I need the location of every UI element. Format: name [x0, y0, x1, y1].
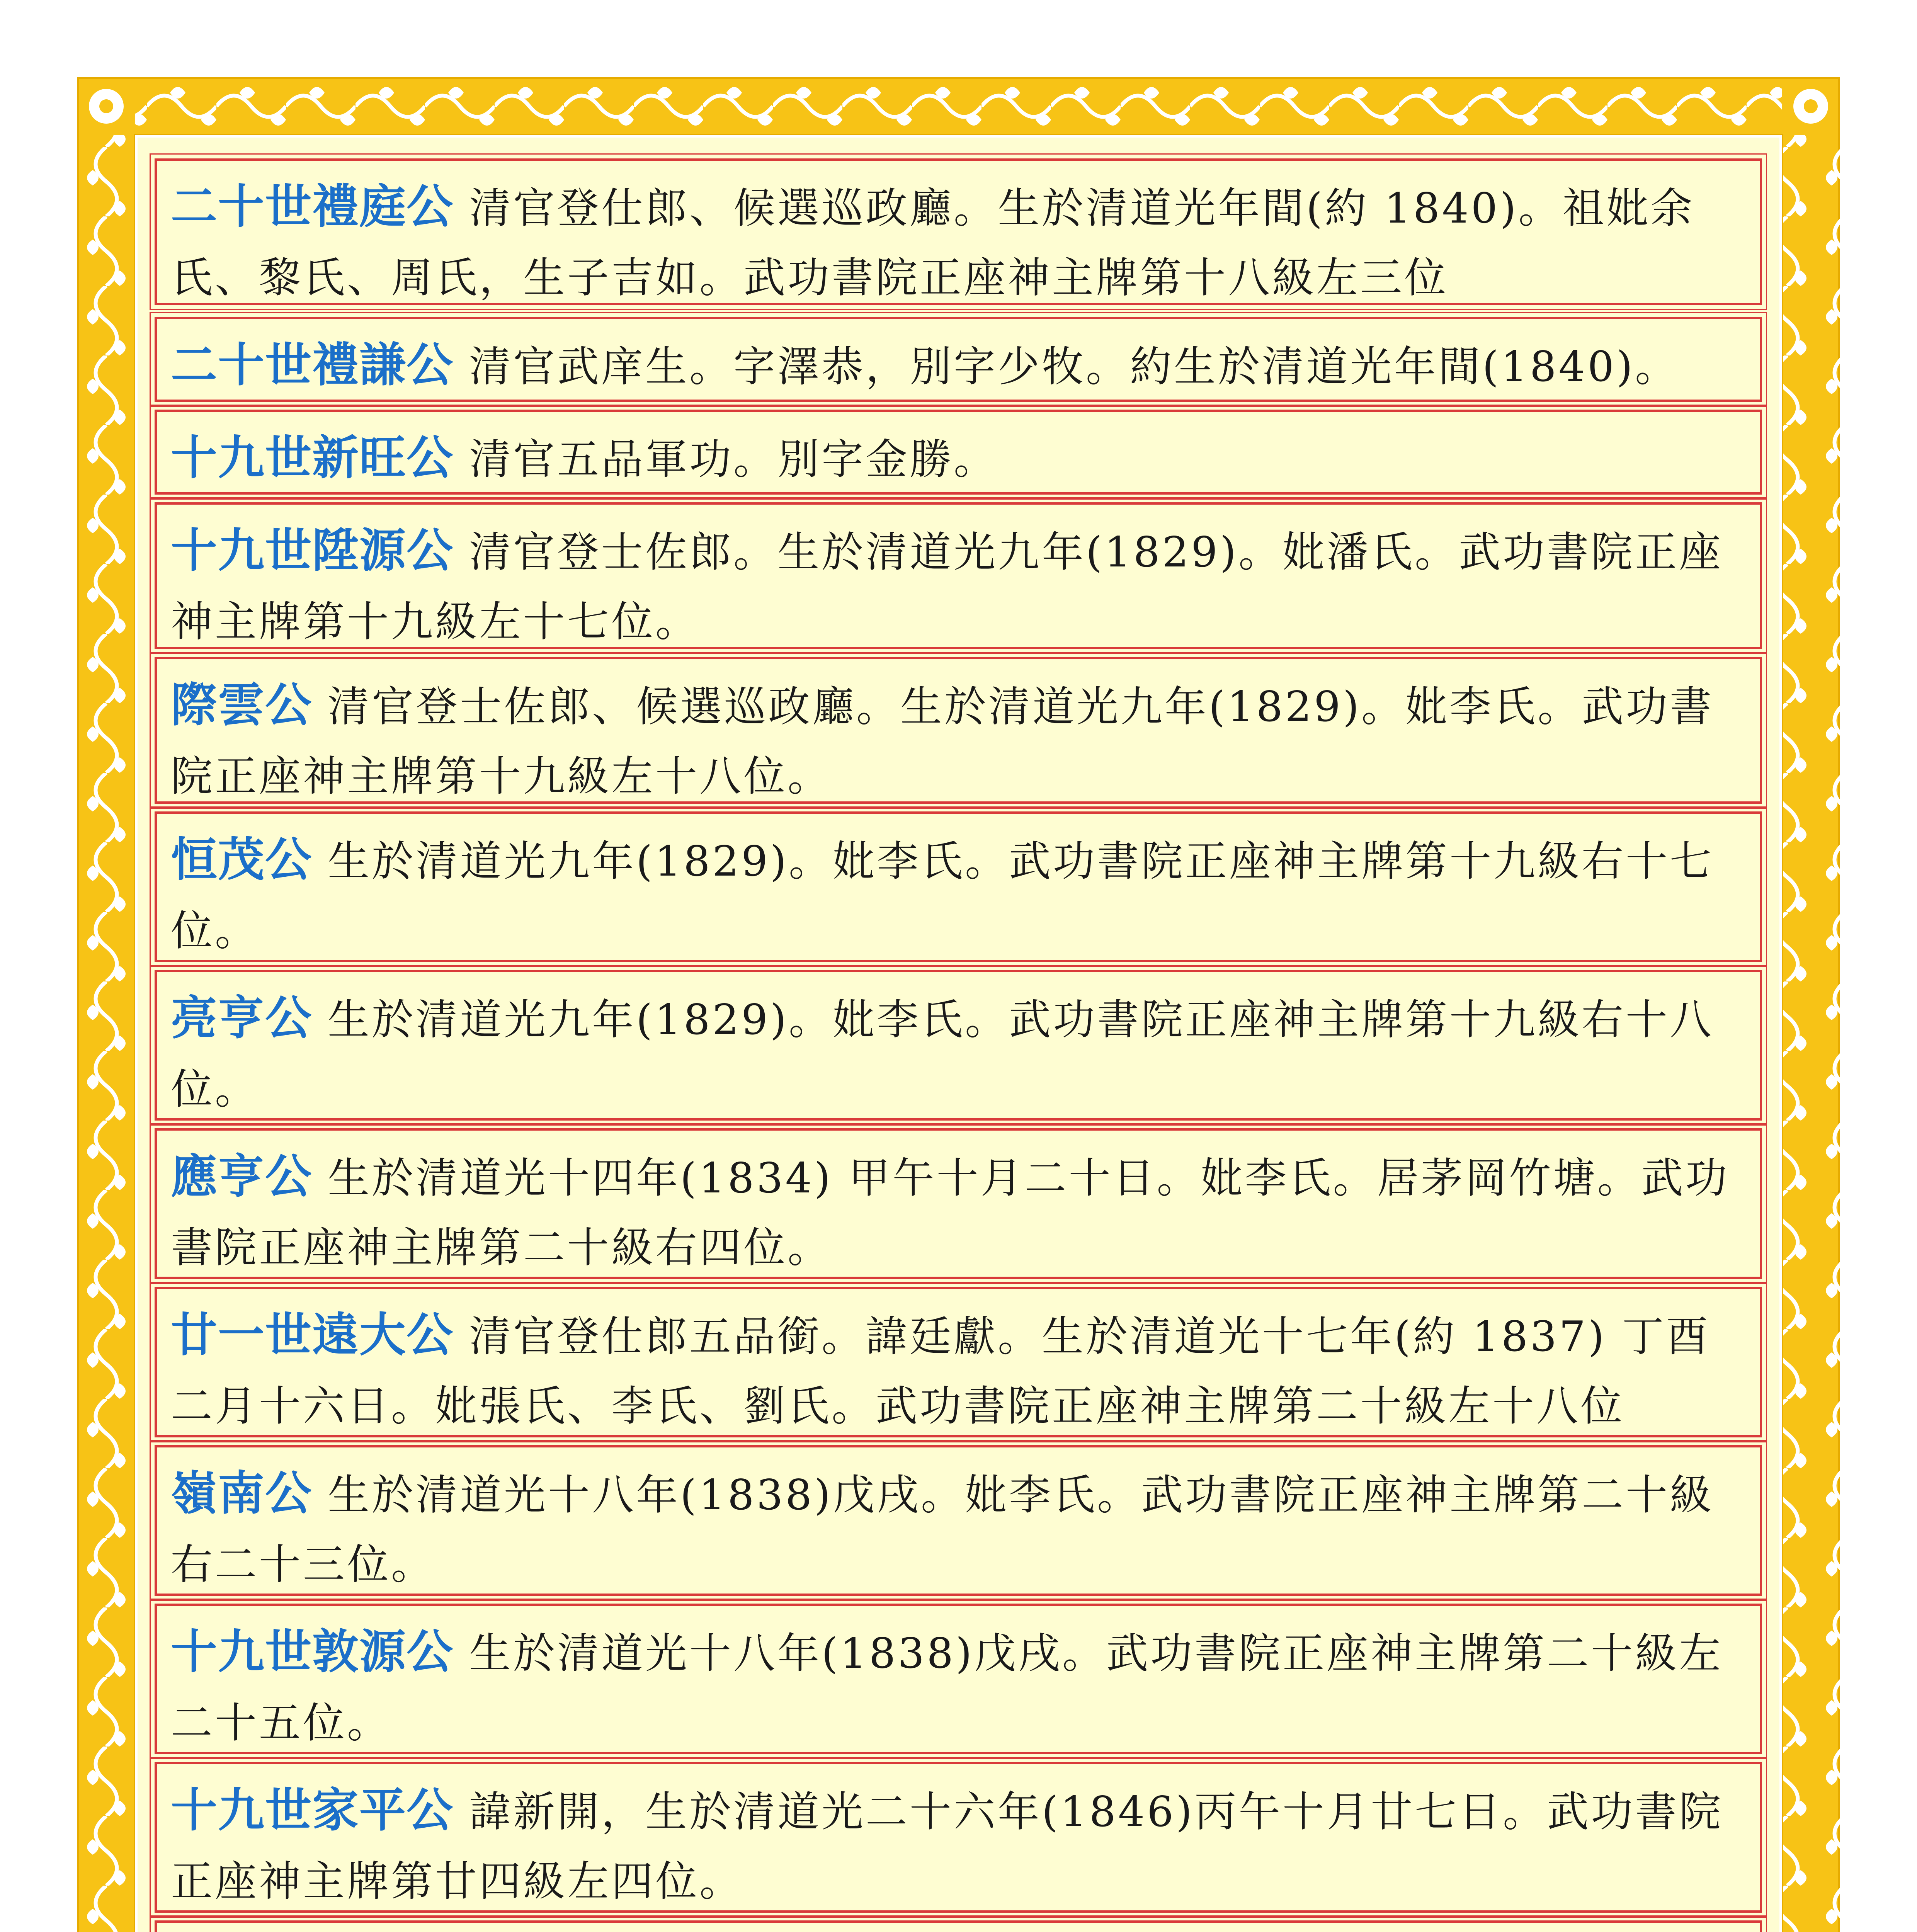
entry-name: 十九世新旺公	[171, 431, 454, 485]
entry-text: 生於清道光九年(1829)。妣李氏。武功書院正座神主牌第十九級右十七位。	[171, 837, 1714, 955]
entry-box	[155, 502, 1762, 649]
entry-box	[155, 811, 1762, 962]
entry-text: 生於清道光十四年(1834) 甲午十月二十日。妣李氏。居茅岡竹塘。武功書院正座神主牌第二十級右四位。	[171, 1154, 1730, 1272]
entry-name: 際雲公	[171, 679, 312, 732]
entry-box	[155, 317, 1762, 402]
entry-text: 生於清道光十八年(1838)戊戌。武功書院正座神主牌第二十級左二十五位。	[171, 1629, 1723, 1747]
entry-name: 二十世禮庭公	[171, 180, 454, 234]
entry-name: 亮亨公	[171, 992, 312, 1045]
entry-name: 十九世敦源公	[171, 1625, 454, 1679]
entry-box	[155, 970, 1762, 1121]
entry-name: 嶺南公	[171, 1467, 312, 1520]
entry-text: 清官登士佐郎、候選巡政廳。生於清道光九年(1829)。妣李氏。武功書院正座神主牌第十九級左十八位。	[171, 683, 1714, 801]
entry-text: 生於清道光九年(1829)。妣李氏。武功書院正座神主牌第十九級右十八位。	[171, 996, 1714, 1114]
entry-name: 二十世禮謙公	[171, 338, 454, 392]
entry-box	[155, 657, 1762, 804]
entry-text: 清官五品軍功。別字金勝。	[469, 435, 998, 484]
entry-text: 清官武庠生。字澤恭，別字少牧。約生於清道光年間(1840)。	[469, 343, 1679, 391]
entry-box	[155, 1920, 1762, 1932]
entry-box	[155, 158, 1762, 305]
entry-box	[155, 1762, 1762, 1913]
entry-text: 清官登仕郎、候選巡政廳。生於清道光年間(約 1840)。祖妣余氏、黎氏、周氏，生子吉如。武功書院正座神主牌第十八級左三位	[171, 184, 1695, 302]
entry-name: 廿一世遠大公	[171, 1308, 454, 1362]
entry-text: 生於清道光十八年(1838)戊戌。妣李氏。武功書院正座神主牌第二十級右二十三位。	[171, 1471, 1714, 1589]
entry-text: 清官登仕郎五品銜。諱廷獻。生於清道光十七年(約 1837) 丁酉二月十六日。妣張氏、李氏、劉氏。武功書院正座神主牌第二十級左十八位	[171, 1313, 1710, 1430]
entry-name: 十九世陞源公	[171, 524, 454, 578]
entry-box	[155, 1445, 1762, 1596]
entry-box	[155, 1287, 1762, 1437]
entry-text: 諱新開，生於清道光二十六年(1846)丙午十月廿七日。武功書院正座神主牌第廿四級左四位。	[171, 1788, 1723, 1906]
entry-name: 十九世家平公	[171, 1784, 454, 1837]
entry-name: 應亨公	[171, 1150, 312, 1204]
entry-name: 恒茂公	[171, 833, 312, 887]
entry-box	[155, 1604, 1762, 1754]
entry-box	[155, 410, 1762, 495]
entry-box	[155, 1128, 1762, 1279]
entry-text: 清官登士佐郎。生於清道光九年(1829)。妣潘氏。武功書院正座神主牌第十九級左十七位。	[171, 528, 1723, 646]
